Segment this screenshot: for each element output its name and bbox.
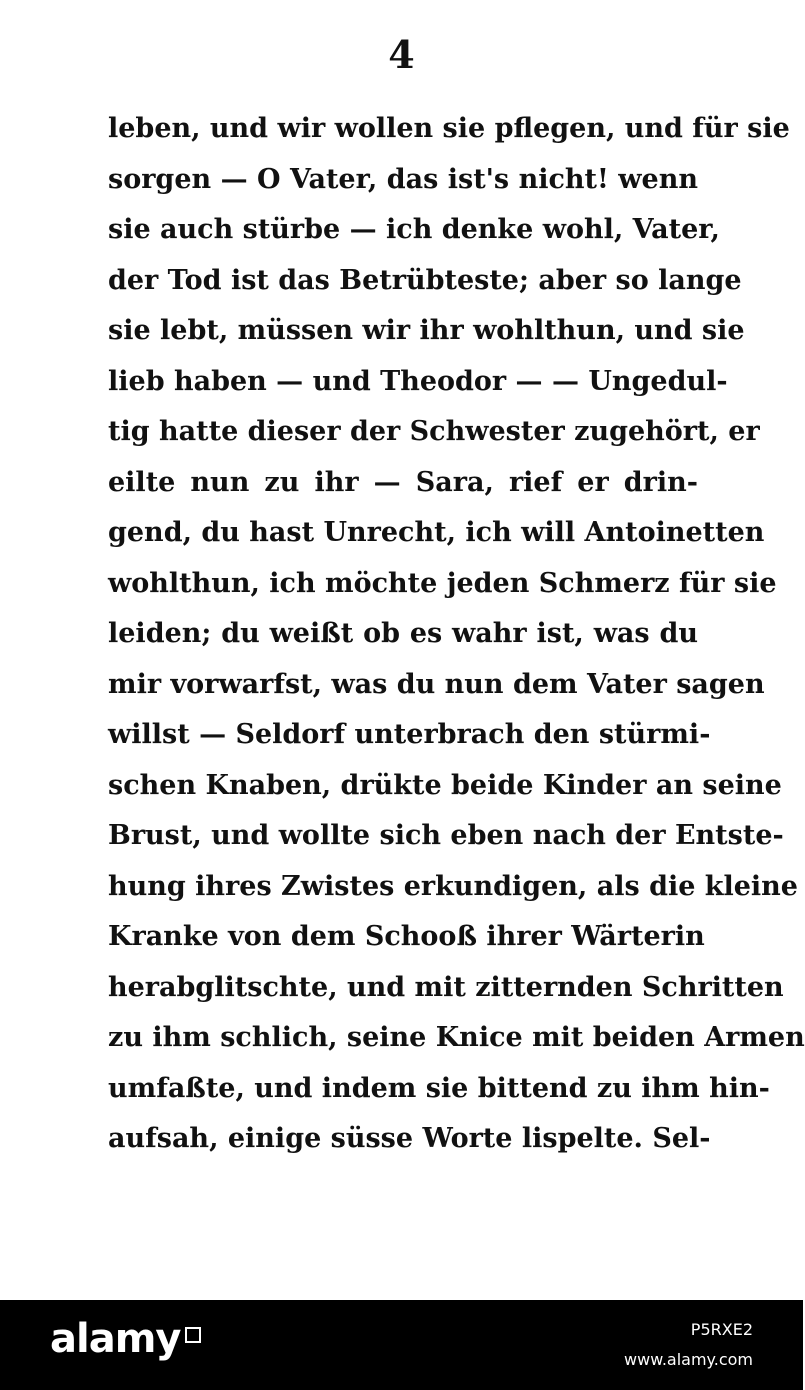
brand-mark-icon xyxy=(184,1326,202,1344)
text-line: willst — Seldorf unterbrach den stürmi- xyxy=(108,719,711,750)
brand-name: alamy xyxy=(50,1316,181,1362)
text-line: hung ihres Zwistes erkundigen, als die kleine xyxy=(108,870,798,902)
text-line: leiden; du weißt ob es wahr ist, was du xyxy=(108,618,698,649)
text-block xyxy=(108,104,805,1165)
watermark-footer xyxy=(0,1300,803,1390)
text-line: herabglitschte, und mit zitternden Schritten xyxy=(108,971,784,1003)
text-line: lieb haben — und Theodor — — Ungedul- xyxy=(108,365,728,397)
text-line: Kranke von dem Schooß ihrer Wärterin xyxy=(108,921,705,952)
page-number: 4 xyxy=(388,32,415,77)
text-line: eilte nun zu ihr — Sara, rief er drin- xyxy=(108,466,698,498)
text-line: mir vorwarfst, was du nun dem Vater sagen xyxy=(108,668,765,700)
text-line: wohlthun, ich möchte jeden Schmerz für sie xyxy=(108,567,777,599)
image-id: P5RXE2 xyxy=(690,1320,753,1339)
text-line: sorgen — O Vater, das ist's nicht! wenn xyxy=(108,163,698,195)
text-line: zu ihm schlich, seine Knice mit beiden Armen xyxy=(108,1022,805,1053)
text-line: aufsah, einige süsse Worte lispelte. Sel- xyxy=(108,1123,711,1154)
site-url-link[interactable]: www.alamy.com xyxy=(624,1350,753,1369)
text-line: Brust, und wollte sich eben nach der Entste- xyxy=(108,820,784,851)
text-line: der Tod ist das Betrübteste; aber so lange xyxy=(108,264,742,296)
text-line: tig hatte dieser der Schwester zugehört, er xyxy=(108,416,760,447)
brand-logo[interactable] xyxy=(50,1316,202,1362)
text-line: schen Knaben, drükte beide Kinder an seine xyxy=(108,769,782,801)
text-line: leben, und wir wollen sie pflegen, und für sie xyxy=(108,113,790,144)
text-line: umfaßte, und indem sie bittend zu ihm hin- xyxy=(108,1072,770,1104)
text-line: sie lebt, müssen wir ihr wohlthun, und sie xyxy=(108,315,745,346)
text-line: sie auch stürbe — ich denke wohl, Vater, xyxy=(108,214,720,245)
text-line: gend, du hast Unrecht, ich will Antoinetten xyxy=(108,517,765,548)
